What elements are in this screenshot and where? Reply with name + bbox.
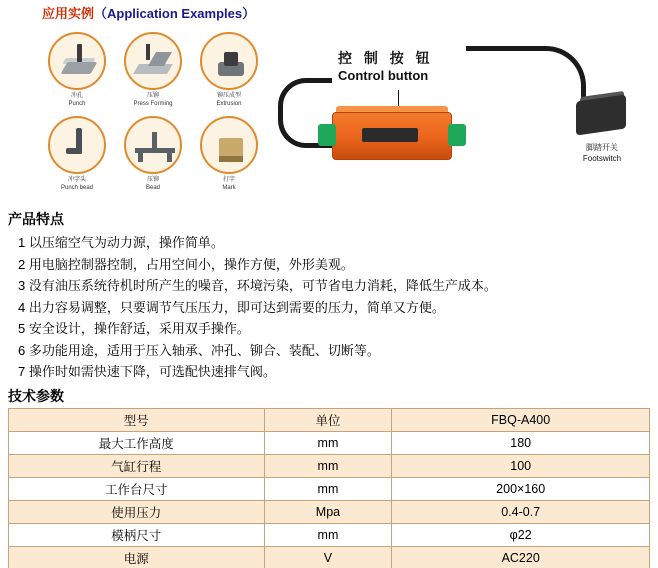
example-caption-cn: 打字 [222, 177, 235, 183]
control-button-label-en: Control button [338, 68, 429, 83]
feature-item: 1 以压缩空气为动力源，操作简单。 [18, 235, 224, 250]
spec-value: 100 [392, 455, 650, 478]
example-item-press-forming [116, 32, 190, 110]
example-item-mark [192, 116, 266, 194]
footswitch-pedal [576, 94, 626, 135]
application-examples-title [42, 3, 255, 22]
punch-bead-icon [48, 116, 106, 174]
punch-icon [48, 32, 106, 90]
example-caption-cn: 铆压成型 [216, 93, 241, 99]
column-header-value: FBQ-A400 [392, 409, 650, 432]
application-examples-banner [0, 0, 658, 200]
example-caption-en: Mark [222, 185, 236, 191]
table-row [9, 547, 650, 568]
feature-item: 3 没有油压系统待机时所产生的噪音，环境污染，可节省电力消耗，降低生产成本。 [18, 278, 497, 293]
feature-item: 5 安全设计，操作舒适，采用双手操作。 [18, 321, 250, 336]
spec-unit: V [264, 547, 392, 568]
press-forming-icon [124, 32, 182, 90]
example-caption-en: Bead [145, 185, 160, 191]
specs-table [8, 408, 650, 568]
application-examples-title-en: （Application Examples） [94, 6, 256, 21]
feature-item: 6 多功能用途，适用于压入轴承、冲孔、铆合、装配、切断等。 [18, 342, 380, 358]
table-row [9, 524, 650, 547]
spec-name: 使用压力 [9, 501, 265, 524]
example-item-punch [40, 32, 114, 110]
table-row [9, 478, 650, 501]
air-hose-right [466, 46, 586, 118]
spec-unit: mm [264, 478, 392, 501]
spec-unit: mm [264, 455, 392, 478]
valve-cap-left [318, 124, 336, 146]
table-row [9, 432, 650, 455]
example-icon-grid [40, 32, 280, 192]
extrusion-icon [200, 32, 258, 90]
features-section-title: 产品特点 [8, 211, 64, 227]
spec-value: φ22 [392, 524, 650, 547]
example-caption-en: Extrusion [216, 101, 242, 107]
example-caption-cn: 压铆 [146, 177, 159, 183]
table-header-row [9, 409, 650, 432]
control-button-label-cn: 控 制 按 钮 [338, 50, 434, 66]
spec-name: 模柄尺寸 [9, 524, 265, 547]
application-examples-title-cn: 应用实例 [42, 6, 95, 21]
bead-icon [124, 116, 182, 174]
valve-nameplate [362, 128, 418, 142]
example-caption-en: Punch bead [60, 185, 94, 191]
footswitch-label-en: Footswitch [582, 154, 622, 163]
footswitch-callout [570, 142, 634, 164]
feature-item: 4 出力容易调整，只要调节气压压力，即可达到需要的压力，简单又方便。 [18, 299, 445, 315]
valve-cap-right [448, 124, 466, 146]
spec-value: AC220 [392, 547, 650, 568]
column-header-unit: 单位 [264, 409, 392, 432]
footswitch-label-cn: 脚踏开关 [586, 143, 618, 152]
specs-section-title: 技术参数 [8, 388, 64, 404]
table-row [9, 455, 650, 478]
spec-name: 电源 [9, 547, 265, 568]
device-photo [290, 20, 650, 195]
example-item-punch-bead [40, 116, 114, 194]
spec-name: 工作台尺寸 [9, 478, 265, 501]
spec-unit: Mpa [264, 501, 392, 524]
mark-icon [200, 116, 258, 174]
example-caption-cn: 冲孔 [70, 93, 83, 99]
spec-value: 0.4-0.7 [392, 501, 650, 524]
feature-item: 7 操作时如需快速下降，可选配快速排气阀。 [18, 364, 276, 379]
example-caption-cn: 压铆 [146, 93, 159, 99]
spec-value: 180 [392, 432, 650, 455]
spec-name: 最大工作高度 [9, 432, 265, 455]
feature-item: 2 用电脑控制器控制，占用空间小，操作方便，外形美观。 [18, 256, 354, 272]
table-row [9, 501, 650, 524]
example-caption-cn: 冲字头 [67, 177, 86, 183]
spec-unit: mm [264, 432, 392, 455]
example-item-bead [116, 116, 190, 194]
example-item-extrusion [192, 32, 266, 110]
features-list [18, 232, 638, 383]
spec-value: 200×160 [392, 478, 650, 501]
spec-name: 气缸行程 [9, 455, 265, 478]
example-caption-en: Punch [68, 101, 86, 107]
column-header-model: 型号 [9, 409, 265, 432]
control-button-callout [338, 48, 434, 83]
spec-unit: mm [264, 524, 392, 547]
example-caption-en: Press Forming [133, 101, 173, 107]
